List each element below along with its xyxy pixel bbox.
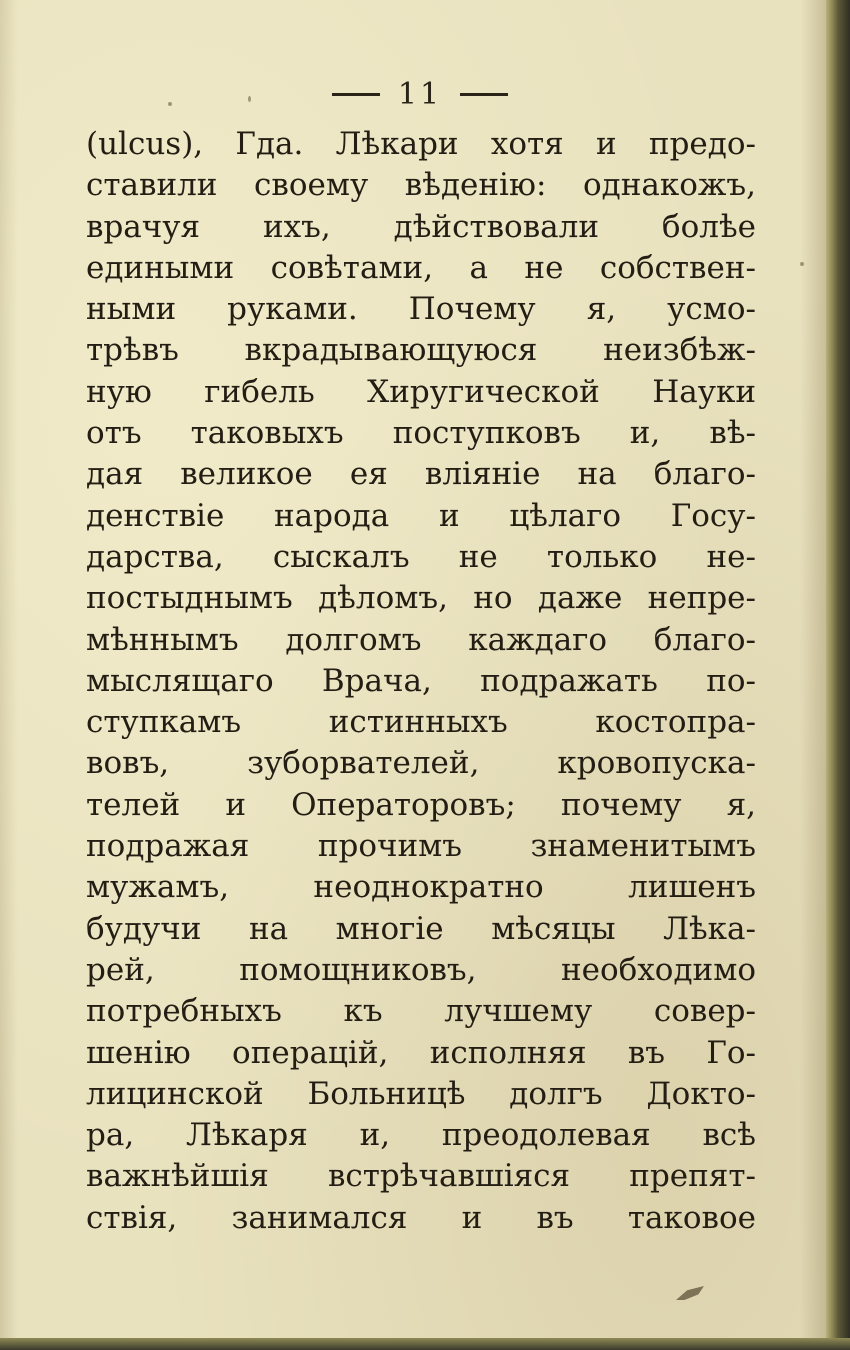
ink-stain: [676, 1286, 704, 1300]
page-edge-right: [826, 0, 850, 1350]
text-line: будучи на многіе мѣсяцы Лѣка-: [86, 910, 756, 947]
body-text: [86, 124, 756, 1239]
page-edge-bottom: [0, 1338, 850, 1350]
text-line: подражая прочимъ знаменитымъ: [86, 828, 756, 865]
text-line: ствія, занимался и въ таковое: [86, 1199, 756, 1236]
text-line: лицинской Больницѣ долгъ Доктo-: [86, 1075, 756, 1112]
right-dash: [460, 93, 508, 96]
text-line: мужамъ, неоднократно лишенъ: [86, 869, 756, 906]
left-dash: [332, 93, 380, 96]
text-line: рей, помощниковъ, необходимо: [86, 951, 756, 988]
text-line: важнѣйшія встрѣчавшіяся препят-: [86, 1158, 756, 1195]
text-line: ную гибель Хиругической Науки: [86, 373, 756, 410]
text-line: мѣннымъ долгомъ каждаго благо-: [86, 621, 756, 658]
text-line: вовъ, зуборвателей, кровопуска-: [86, 745, 756, 782]
running-head: [300, 72, 540, 116]
text-line: дарства, сыскалъ не только не-: [86, 538, 756, 575]
text-line: трѣвъ вкрадывающуюся неизбѣж-: [86, 332, 756, 369]
text-line: ными руками. Почему я, усмо-: [86, 291, 756, 328]
text-line: едиными совѣтами, а не собствен-: [86, 249, 756, 286]
text-line: врачуя ихъ, дѣйствовали болѣе: [86, 208, 756, 245]
paper-speck: [168, 102, 172, 106]
text-line: ра, Лѣкаря и, преодолевая всѣ: [86, 1117, 756, 1154]
text-line: дая великое ея вліяніе на благо-: [86, 456, 756, 493]
text-line: шенію операцій, исполняя въ Го-: [86, 1034, 756, 1071]
text-line: телей и Операторовъ; почему я,: [86, 786, 756, 823]
text-line: потребныхъ къ лучшему совер-: [86, 993, 756, 1030]
text-line: мыслящаго Врача, подражать по-: [86, 662, 756, 699]
text-line: денствіе народа и цѣлаго Госу-: [86, 497, 756, 534]
paper-speck: [248, 96, 251, 102]
text-line: ставили своему вѣденію: однакожъ,: [86, 167, 756, 204]
text-line: (ulcus), Гда. Лѣкари хотя и предо-: [86, 126, 756, 162]
paper-speck: [800, 262, 804, 266]
text-line: отъ таковыхъ поступковъ и, вѣ-: [86, 415, 756, 452]
text-line: постыднымъ дѣломъ, но даже непре-: [86, 580, 756, 617]
text-line: ступкамъ истинныхъ костопра-: [86, 704, 756, 741]
page-number: 11: [397, 76, 443, 112]
